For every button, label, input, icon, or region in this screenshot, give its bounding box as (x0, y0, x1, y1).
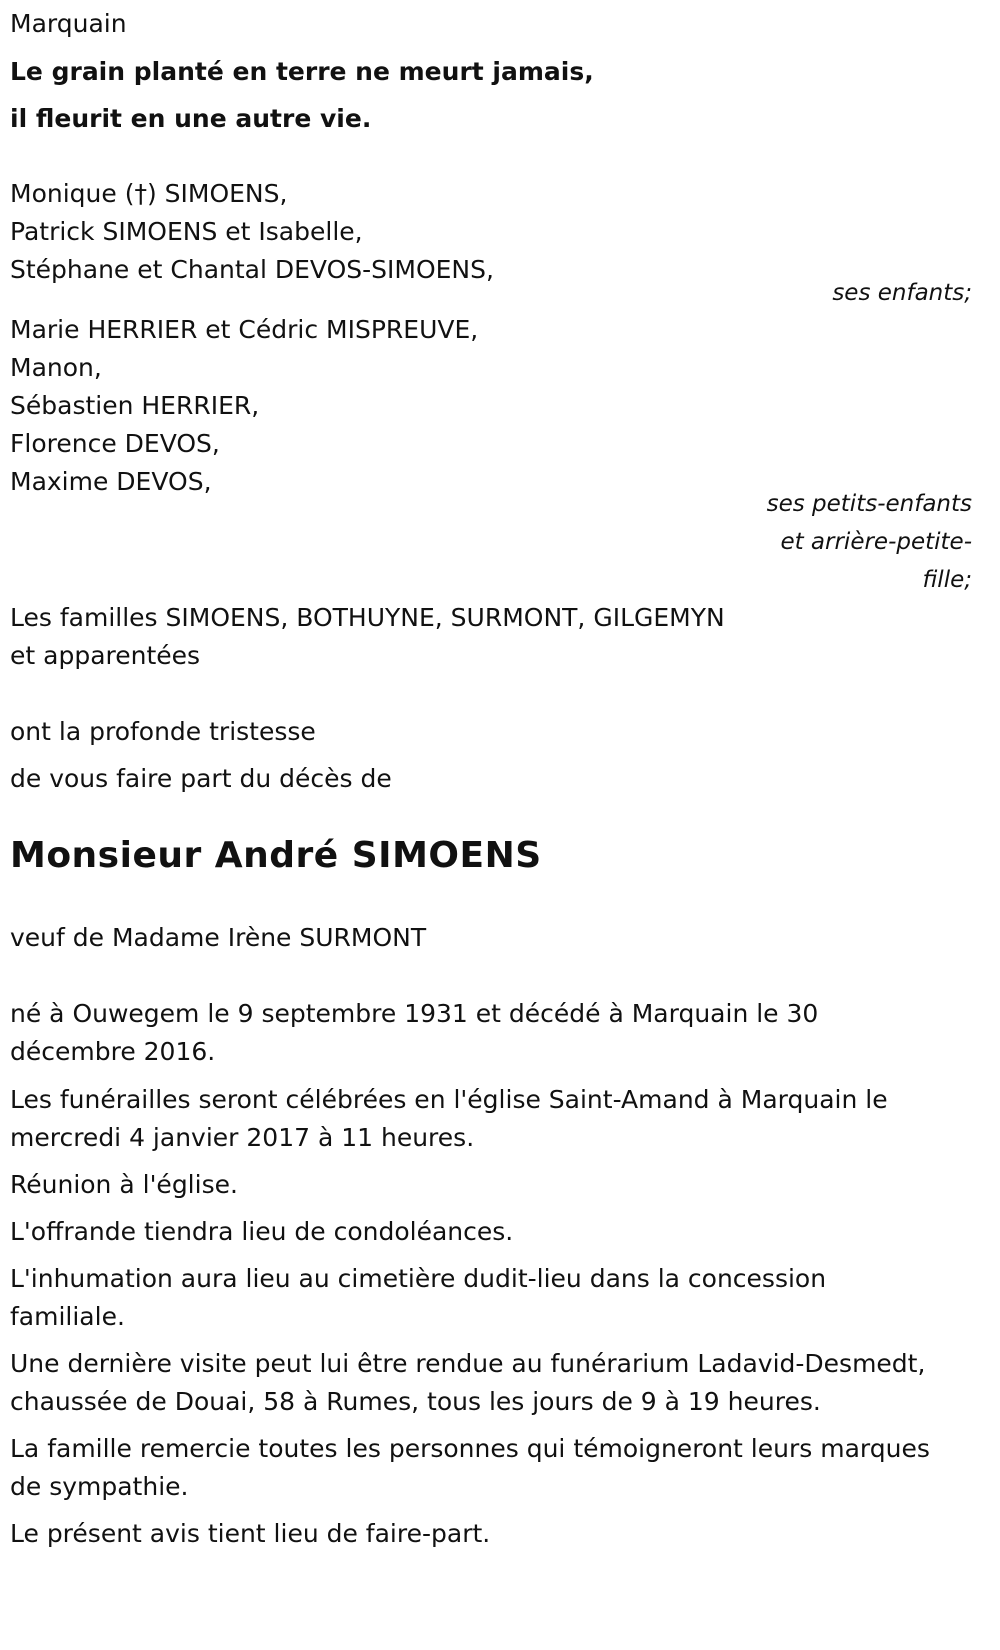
child-name: Monique (†) SIMOENS, (10, 179, 288, 208)
burial-info: L'inhumation aura lieu au cimetière dudit-lieu dans la concession familiale. (10, 1264, 827, 1331)
widower-of: veuf de Madame Irène SURMONT (10, 923, 427, 952)
grandchild-name: Manon, (10, 353, 102, 382)
families-line: Les familles SIMOENS, BOTHUYNE, SURMONT, GILGEMYN (10, 603, 725, 632)
place-name: Marquain (10, 9, 127, 38)
grandchild-name: Sébastien HERRIER, (10, 391, 260, 420)
grandchildren-role: et arrière-petite- (780, 529, 972, 555)
deceased-name: Monsieur André SIMOENS (10, 835, 542, 876)
quote-line-1: Le grain planté en terre ne meurt jamais, (10, 57, 594, 86)
notice-statement: Le présent avis tient lieu de faire-part. (10, 1519, 491, 1548)
grandchild-name: Marie HERRIER et Cédric MISPREUVE, (10, 315, 479, 344)
grandchild-name: Maxime DEVOS, (10, 467, 212, 496)
quote-line-2: il fleurit en une autre vie. (10, 104, 372, 133)
families-line: et apparentées (10, 641, 201, 670)
announcement-line: de vous faire part du décès de (10, 764, 392, 793)
funeral-details: Les funérailles seront célébrées en l'église Saint-Amand à Marquain le mercredi 4 janvier 2017 à 11 heures. (10, 1085, 888, 1152)
thanks-info: La famille remercie toutes les personnes qui témoigneront leurs marques de sympathie. (10, 1434, 930, 1501)
child-name: Stéphane et Chantal DEVOS-SIMOENS, (10, 255, 494, 284)
visit-info: Une dernière visite peut lui être rendue au funérarium Ladavid-Desmedt, chaussée de Douai, 58 à Rumes, tous les jours de 9 à 19 heures. (10, 1349, 926, 1416)
offering-info: L'offrande tiendra lieu de condoléances. (10, 1217, 514, 1246)
birth-death-dates: né à Ouwegem le 9 septembre 1931 et décédé à Marquain le 30 décembre 2016. (10, 999, 819, 1066)
grandchildren-role: fille; (922, 567, 972, 593)
child-name: Patrick SIMOENS et Isabelle, (10, 217, 363, 246)
children-role: ses enfants; (832, 280, 972, 306)
gathering-info: Réunion à l'église. (10, 1170, 238, 1199)
grandchildren-role: ses petits-enfants (766, 491, 972, 517)
announcement-line: ont la profonde tristesse (10, 717, 316, 746)
grandchild-name: Florence DEVOS, (10, 429, 220, 458)
